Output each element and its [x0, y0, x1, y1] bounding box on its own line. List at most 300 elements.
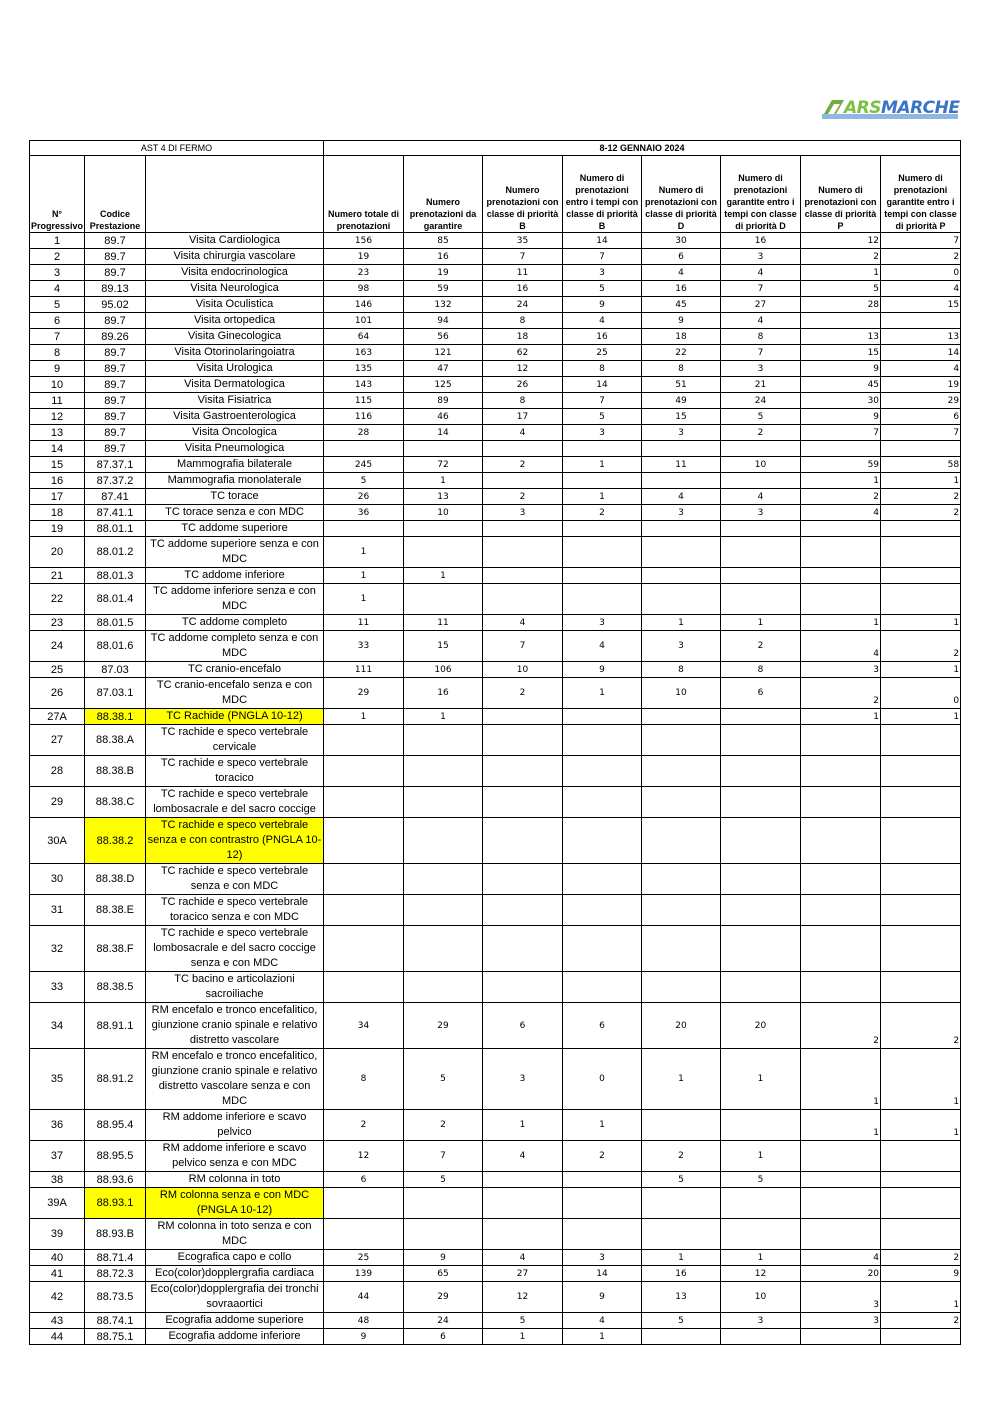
value-cell: 121 — [404, 345, 483, 361]
value-cell — [721, 787, 801, 818]
col-header: Codice Prestazione — [85, 156, 146, 233]
row-number: 7 — [30, 329, 85, 345]
value-cell — [642, 926, 721, 972]
service-code: 88.38.1 — [85, 709, 146, 725]
value-cell — [324, 895, 404, 926]
value-cell: 1 — [881, 709, 961, 725]
service-description: Visita Urologica — [146, 361, 324, 377]
value-cell — [324, 864, 404, 895]
service-description: Mammografia monolaterale — [146, 473, 324, 489]
value-cell: 1 — [563, 457, 642, 473]
value-cell — [721, 895, 801, 926]
value-cell: 5 — [642, 1172, 721, 1188]
value-cell — [642, 1219, 721, 1250]
value-cell: 6 — [324, 1172, 404, 1188]
value-cell — [801, 1172, 881, 1188]
value-cell: 1 — [801, 1049, 881, 1110]
table-row — [30, 662, 961, 678]
row-number: 24 — [30, 631, 85, 662]
service-code: 95.02 — [85, 297, 146, 313]
value-cell — [483, 709, 563, 725]
table-row — [30, 584, 961, 615]
service-description: Visita Neurologica — [146, 281, 324, 297]
service-code: 88.01.4 — [85, 584, 146, 615]
service-description: Visita Dermatologica — [146, 377, 324, 393]
value-cell: 25 — [563, 345, 642, 361]
value-cell: 4 — [801, 631, 881, 662]
value-cell: 26 — [483, 377, 563, 393]
value-cell: 6 — [563, 1003, 642, 1049]
service-code: 88.38.E — [85, 895, 146, 926]
service-description: Visita Oculistica — [146, 297, 324, 313]
service-description: TC rachide e speco vertebrale senza e con MDC — [146, 864, 324, 895]
value-cell — [721, 756, 801, 787]
value-cell — [721, 864, 801, 895]
row-number: 30A — [30, 818, 85, 864]
value-cell: 6 — [483, 1003, 563, 1049]
service-code: 88.95.4 — [85, 1110, 146, 1141]
table-row — [30, 818, 961, 864]
value-cell: 1 — [801, 473, 881, 489]
value-cell: 85 — [404, 233, 483, 249]
value-cell — [721, 1219, 801, 1250]
value-cell: 7 — [563, 393, 642, 409]
value-cell: 56 — [404, 329, 483, 345]
row-number: 43 — [30, 1313, 85, 1329]
value-cell: 28 — [801, 297, 881, 313]
service-description: Visita ortopedica — [146, 313, 324, 329]
value-cell: 1 — [483, 1329, 563, 1345]
service-code: 89.7 — [85, 361, 146, 377]
table-row — [30, 1282, 961, 1313]
value-cell — [404, 895, 483, 926]
service-code: 88.75.1 — [85, 1329, 146, 1345]
value-cell: 132 — [404, 297, 483, 313]
col-header: Numero di prenotazioni con classe di priorità P — [801, 156, 881, 233]
row-number: 2 — [30, 249, 85, 265]
value-cell — [881, 1329, 961, 1345]
value-cell: 116 — [324, 409, 404, 425]
value-cell — [563, 756, 642, 787]
value-cell: 34 — [324, 1003, 404, 1049]
value-cell — [881, 926, 961, 972]
value-cell — [404, 756, 483, 787]
value-cell: 4 — [483, 1141, 563, 1172]
service-description: Ecografia addome inferiore — [146, 1329, 324, 1345]
value-cell: 135 — [324, 361, 404, 377]
service-code: 88.38.F — [85, 926, 146, 972]
service-description: TC addome superiore senza e con MDC — [146, 537, 324, 568]
service-description: TC addome inferiore — [146, 568, 324, 584]
value-cell: 4 — [483, 1250, 563, 1266]
value-cell: 9 — [404, 1250, 483, 1266]
value-cell — [801, 521, 881, 537]
value-cell — [404, 864, 483, 895]
value-cell: 0 — [563, 1049, 642, 1110]
value-cell — [721, 537, 801, 568]
row-number: 22 — [30, 584, 85, 615]
service-code: 88.38.C — [85, 787, 146, 818]
service-code: 88.01.6 — [85, 631, 146, 662]
value-cell — [642, 709, 721, 725]
value-cell — [483, 537, 563, 568]
row-number: 42 — [30, 1282, 85, 1313]
value-cell — [881, 1219, 961, 1250]
value-cell: 5 — [324, 473, 404, 489]
value-cell — [801, 313, 881, 329]
waiting-times-table — [29, 140, 961, 1345]
value-cell — [563, 1188, 642, 1219]
value-cell: 1 — [721, 1250, 801, 1266]
value-cell: 163 — [324, 345, 404, 361]
value-cell: 15 — [801, 345, 881, 361]
col-header: Numero prenotazioni con classe di priorità B — [483, 156, 563, 233]
service-code: 88.93.1 — [85, 1188, 146, 1219]
value-cell: 9 — [324, 1329, 404, 1345]
row-number: 18 — [30, 505, 85, 521]
value-cell: 26 — [324, 489, 404, 505]
value-cell: 245 — [324, 457, 404, 473]
value-cell — [404, 725, 483, 756]
table-row — [30, 895, 961, 926]
value-cell — [324, 787, 404, 818]
value-cell: 6 — [881, 409, 961, 425]
value-cell — [563, 709, 642, 725]
value-cell — [721, 584, 801, 615]
service-code: 89.7 — [85, 393, 146, 409]
value-cell: 4 — [881, 361, 961, 377]
row-number: 31 — [30, 895, 85, 926]
value-cell: 4 — [721, 489, 801, 505]
table-row — [30, 521, 961, 537]
table-row — [30, 345, 961, 361]
value-cell: 3 — [721, 505, 801, 521]
value-cell: 12 — [721, 1266, 801, 1282]
row-number: 23 — [30, 615, 85, 631]
value-cell: 89 — [404, 393, 483, 409]
col-header — [146, 156, 324, 233]
service-code: 88.95.5 — [85, 1141, 146, 1172]
value-cell — [404, 441, 483, 457]
value-cell: 1 — [563, 1110, 642, 1141]
value-cell — [483, 1188, 563, 1219]
row-number: 14 — [30, 441, 85, 457]
value-cell — [563, 926, 642, 972]
period-title: 8-12 GENNAIO 2024 — [324, 141, 961, 156]
value-cell — [563, 787, 642, 818]
table-row — [30, 329, 961, 345]
value-cell: 3 — [721, 1313, 801, 1329]
value-cell — [324, 1188, 404, 1219]
value-cell: 7 — [404, 1141, 483, 1172]
value-cell — [801, 818, 881, 864]
value-cell: 20 — [721, 1003, 801, 1049]
value-cell: 22 — [642, 345, 721, 361]
row-number: 40 — [30, 1250, 85, 1266]
value-cell — [881, 725, 961, 756]
row-number: 35 — [30, 1049, 85, 1110]
value-cell: 9 — [801, 409, 881, 425]
service-code: 87.03.1 — [85, 678, 146, 709]
value-cell: 11 — [324, 615, 404, 631]
service-code: 88.71.4 — [85, 1250, 146, 1266]
table-row — [30, 615, 961, 631]
value-cell: 3 — [563, 615, 642, 631]
value-cell — [642, 537, 721, 568]
row-number: 38 — [30, 1172, 85, 1188]
value-cell — [881, 864, 961, 895]
value-cell: 8 — [483, 313, 563, 329]
value-cell: 2 — [801, 489, 881, 505]
value-cell — [642, 441, 721, 457]
value-cell — [801, 972, 881, 1003]
row-number: 15 — [30, 457, 85, 473]
value-cell: 156 — [324, 233, 404, 249]
row-number: 27A — [30, 709, 85, 725]
value-cell — [801, 584, 881, 615]
table-row — [30, 297, 961, 313]
row-number: 29 — [30, 787, 85, 818]
table-row — [30, 313, 961, 329]
service-description: TC rachide e speco vertebrale lombosacrale e del sacro coccige — [146, 787, 324, 818]
value-cell: 8 — [483, 393, 563, 409]
value-cell: 13 — [404, 489, 483, 505]
value-cell: 2 — [881, 249, 961, 265]
value-cell: 14 — [881, 345, 961, 361]
row-number: 6 — [30, 313, 85, 329]
value-cell — [563, 972, 642, 1003]
value-cell: 29 — [404, 1003, 483, 1049]
service-code: 88.74.1 — [85, 1313, 146, 1329]
table-row — [30, 1172, 961, 1188]
row-number: 26 — [30, 678, 85, 709]
value-cell: 15 — [404, 631, 483, 662]
service-description: Eco(color)dopplergrafia dei tronchi sovraaortici — [146, 1282, 324, 1313]
value-cell — [721, 1188, 801, 1219]
value-cell: 2 — [881, 489, 961, 505]
value-cell — [483, 1219, 563, 1250]
value-cell: 9 — [642, 313, 721, 329]
value-cell: 24 — [721, 393, 801, 409]
service-description: TC bacino e articolazioni sacroiliache — [146, 972, 324, 1003]
value-cell: 3 — [642, 425, 721, 441]
value-cell: 2 — [881, 1313, 961, 1329]
value-cell — [483, 473, 563, 489]
value-cell: 6 — [404, 1329, 483, 1345]
col-header: Numero di prenotazioni con classe di priorità D — [642, 156, 721, 233]
value-cell — [563, 864, 642, 895]
col-header: Numero di prenotazioni garantite entro i tempi con classe di priorità D — [721, 156, 801, 233]
value-cell — [642, 473, 721, 489]
value-cell: 7 — [721, 345, 801, 361]
value-cell: 4 — [721, 313, 801, 329]
value-cell — [483, 787, 563, 818]
value-cell: 21 — [721, 377, 801, 393]
value-cell: 4 — [721, 265, 801, 281]
value-cell: 2 — [404, 1110, 483, 1141]
value-cell: 4 — [563, 1313, 642, 1329]
value-cell: 4 — [563, 313, 642, 329]
row-number: 28 — [30, 756, 85, 787]
value-cell — [404, 537, 483, 568]
table-row — [30, 377, 961, 393]
table-row — [30, 1110, 961, 1141]
value-cell: 125 — [404, 377, 483, 393]
service-description: RM colonna senza e con MDC (PNGLA 10-12) — [146, 1188, 324, 1219]
table-row — [30, 1141, 961, 1172]
value-cell — [324, 926, 404, 972]
service-description: TC rachide e speco vertebrale toracico — [146, 756, 324, 787]
value-cell: 0 — [881, 265, 961, 281]
value-cell — [801, 926, 881, 972]
value-cell: 47 — [404, 361, 483, 377]
table-row — [30, 568, 961, 584]
value-cell: 18 — [483, 329, 563, 345]
value-cell: 3 — [801, 662, 881, 678]
value-cell: 16 — [404, 678, 483, 709]
row-number: 10 — [30, 377, 85, 393]
value-cell: 45 — [801, 377, 881, 393]
value-cell: 11 — [483, 265, 563, 281]
service-code: 89.7 — [85, 345, 146, 361]
col-header: Numero di prenotazioni garantite entro i tempi con classe di priorità P — [881, 156, 961, 233]
value-cell — [324, 441, 404, 457]
value-cell: 5 — [801, 281, 881, 297]
service-code: 88.73.5 — [85, 1282, 146, 1313]
value-cell — [563, 818, 642, 864]
value-cell — [642, 1329, 721, 1345]
row-number: 39 — [30, 1219, 85, 1250]
value-cell: 1 — [881, 662, 961, 678]
value-cell: 48 — [324, 1313, 404, 1329]
value-cell: 1 — [642, 1250, 721, 1266]
value-cell: 8 — [563, 361, 642, 377]
value-cell: 2 — [801, 1003, 881, 1049]
value-cell: 2 — [881, 505, 961, 521]
value-cell — [801, 441, 881, 457]
table-row — [30, 473, 961, 489]
value-cell: 30 — [642, 233, 721, 249]
value-cell: 11 — [642, 457, 721, 473]
table-row — [30, 489, 961, 505]
value-cell — [881, 818, 961, 864]
service-description: Visita Gastroenterologica — [146, 409, 324, 425]
value-cell: 2 — [642, 1141, 721, 1172]
row-number: 12 — [30, 409, 85, 425]
table-row — [30, 1219, 961, 1250]
value-cell: 27 — [721, 297, 801, 313]
value-cell — [563, 895, 642, 926]
table-row — [30, 505, 961, 521]
value-cell — [642, 864, 721, 895]
value-cell: 1 — [801, 265, 881, 281]
value-cell: 9 — [881, 1266, 961, 1282]
value-cell: 46 — [404, 409, 483, 425]
value-cell — [721, 1329, 801, 1345]
value-cell: 4 — [881, 281, 961, 297]
value-cell: 3 — [801, 1313, 881, 1329]
value-cell: 30 — [801, 393, 881, 409]
value-cell: 1 — [721, 1141, 801, 1172]
value-cell: 7 — [483, 631, 563, 662]
value-cell: 15 — [642, 409, 721, 425]
service-description: TC torace senza e con MDC — [146, 505, 324, 521]
value-cell: 59 — [404, 281, 483, 297]
value-cell: 1 — [881, 1282, 961, 1313]
row-number: 16 — [30, 473, 85, 489]
table-row — [30, 1049, 961, 1110]
table-row — [30, 972, 961, 1003]
value-cell: 3 — [563, 265, 642, 281]
value-cell: 1 — [324, 709, 404, 725]
row-number: 17 — [30, 489, 85, 505]
value-cell: 27 — [483, 1266, 563, 1282]
table-row — [30, 457, 961, 473]
service-code: 87.41 — [85, 489, 146, 505]
value-cell — [721, 568, 801, 584]
value-cell: 9 — [563, 1282, 642, 1313]
value-cell — [642, 568, 721, 584]
value-cell — [563, 584, 642, 615]
table-row — [30, 926, 961, 972]
value-cell — [801, 568, 881, 584]
value-cell: 1 — [801, 615, 881, 631]
value-cell: 14 — [563, 1266, 642, 1282]
value-cell: 1 — [642, 1049, 721, 1110]
value-cell — [801, 864, 881, 895]
value-cell: 4 — [642, 489, 721, 505]
service-description: Eco(color)dopplergrafia cardiaca — [146, 1266, 324, 1282]
value-cell: 3 — [483, 1049, 563, 1110]
value-cell: 7 — [881, 233, 961, 249]
value-cell: 10 — [642, 678, 721, 709]
service-description: TC cranio-encefalo senza e con MDC — [146, 678, 324, 709]
value-cell: 3 — [483, 505, 563, 521]
value-cell: 1 — [801, 709, 881, 725]
value-cell — [563, 1219, 642, 1250]
table-row — [30, 537, 961, 568]
value-cell: 8 — [642, 361, 721, 377]
value-cell — [404, 1188, 483, 1219]
value-cell: 16 — [563, 329, 642, 345]
service-description: RM encefalo e tronco encefalitico, giunzione cranio spinale e relativo distretto vascolare — [146, 1003, 324, 1049]
value-cell — [801, 895, 881, 926]
row-number: 36 — [30, 1110, 85, 1141]
value-cell: 1 — [721, 1049, 801, 1110]
value-cell: 9 — [563, 662, 642, 678]
value-cell: 33 — [324, 631, 404, 662]
value-cell: 12 — [483, 1282, 563, 1313]
value-cell: 13 — [642, 1282, 721, 1313]
row-number: 1 — [30, 233, 85, 249]
value-cell — [642, 756, 721, 787]
value-cell — [881, 895, 961, 926]
value-cell — [563, 441, 642, 457]
service-description: RM encefalo e tronco encefalitico, giunzione cranio spinale e relativo distretto vascolare senza e con MDC — [146, 1049, 324, 1110]
table-row — [30, 409, 961, 425]
value-cell: 19 — [324, 249, 404, 265]
value-cell — [563, 1172, 642, 1188]
value-cell — [642, 818, 721, 864]
value-cell: 2 — [881, 1250, 961, 1266]
value-cell: 62 — [483, 345, 563, 361]
value-cell: 101 — [324, 313, 404, 329]
value-cell — [324, 521, 404, 537]
table-row — [30, 1003, 961, 1049]
value-cell: 64 — [324, 329, 404, 345]
table-row — [30, 1313, 961, 1329]
col-header: Numero di prenotazioni entro i tempi con classe di priorità B — [563, 156, 642, 233]
